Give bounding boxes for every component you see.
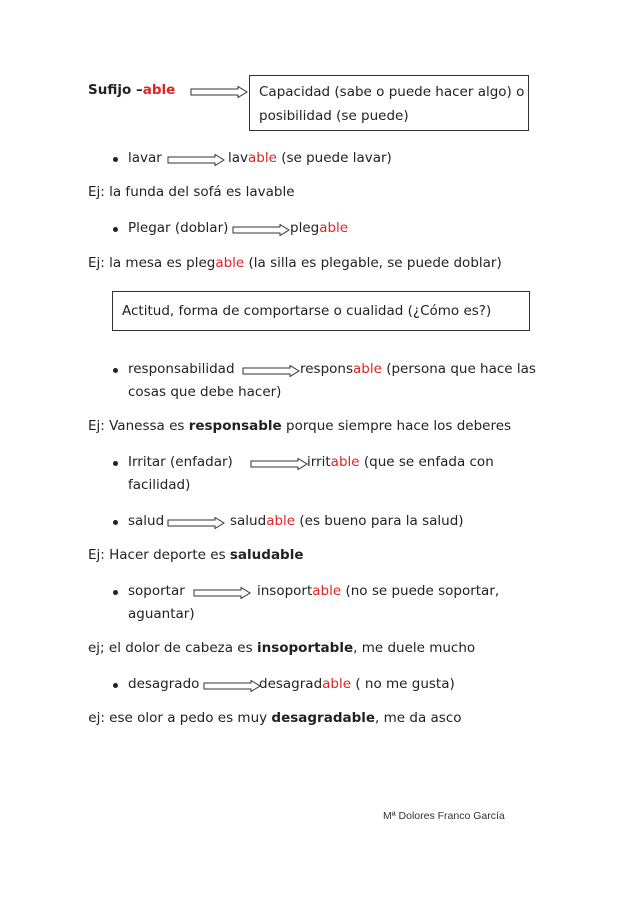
bullet xyxy=(113,461,118,466)
bullet xyxy=(113,227,118,232)
item-derived-responsable: responsable (persona que hace las xyxy=(300,361,536,377)
bullet xyxy=(113,520,118,525)
item-base-desagrado: desagrado xyxy=(128,676,200,692)
example-lavable: Ej: la funda del sofá es lavable xyxy=(88,184,295,200)
definition-actitud-text: Actitud, forma de comportarse o cualidad (¿Cómo es?) xyxy=(122,303,492,319)
arrow-icon xyxy=(232,224,290,236)
arrow-icon xyxy=(193,587,251,599)
item-derived-irritable: irritable (que se enfada con xyxy=(307,454,494,470)
definition-box-actitud xyxy=(112,291,530,331)
item-derived-plegable: plegable xyxy=(290,220,349,236)
title-suffix: able xyxy=(142,82,176,98)
item-base-lavar: lavar xyxy=(128,150,162,166)
example-responsable: Ej: Vanessa es responsable porque siempre hace los deberes xyxy=(88,418,512,434)
item-derived-insoportable: insoportable (no se puede soportar, xyxy=(257,583,500,599)
item-derived-irritable-line2: facilidad) xyxy=(128,477,191,493)
arrow-icon xyxy=(167,517,225,529)
arrow-icon xyxy=(250,458,308,470)
footer-author: Mª Dolores Franco García xyxy=(383,810,505,822)
arrow-icon xyxy=(167,154,225,166)
example-desagradable: ej: ese olor a pedo es muy desagradable, me da asco xyxy=(84,710,462,726)
arrow-icon xyxy=(203,680,261,692)
page-title xyxy=(88,82,175,98)
arrow-icon xyxy=(242,365,300,377)
bullet xyxy=(113,368,118,373)
bullet xyxy=(113,683,118,688)
bullet xyxy=(113,157,118,162)
example-insoportable: ej; el dolor de cabeza es insoportable, me duele mucho xyxy=(88,640,476,656)
item-derived-responsable-line2: cosas que debe hacer) xyxy=(128,384,282,400)
item-base-salud: salud xyxy=(128,513,165,529)
item-derived-insoportable-line2: aguantar) xyxy=(128,606,195,622)
item-derived-saludable: saludable (es bueno para la salud) xyxy=(230,513,464,529)
item-base-soportar: soportar xyxy=(128,583,185,599)
definition-line-2: posibilidad (se puede) xyxy=(259,108,409,124)
item-base-plegar: Plegar (doblar) xyxy=(128,220,229,236)
definition-line-1: Capacidad (sabe o puede hacer algo) o xyxy=(259,84,525,100)
arrow-icon xyxy=(190,86,248,98)
example-plegable: Ej: la mesa es plegable (la silla es plegable, se puede doblar) xyxy=(88,255,502,271)
title-prefix: Sufijo – xyxy=(88,82,143,98)
item-derived-lavable: lavable (se puede lavar) xyxy=(228,150,392,166)
item-derived-desagradable: desagradable ( no me gusta) xyxy=(259,676,455,692)
example-saludable: Ej: Hacer deporte es saludable xyxy=(88,547,304,563)
item-base-irritar: Irritar (enfadar) xyxy=(128,454,233,470)
definition-box-capacidad xyxy=(249,75,529,131)
bullet xyxy=(113,590,118,595)
item-base-responsabilidad: responsabilidad xyxy=(128,361,235,377)
